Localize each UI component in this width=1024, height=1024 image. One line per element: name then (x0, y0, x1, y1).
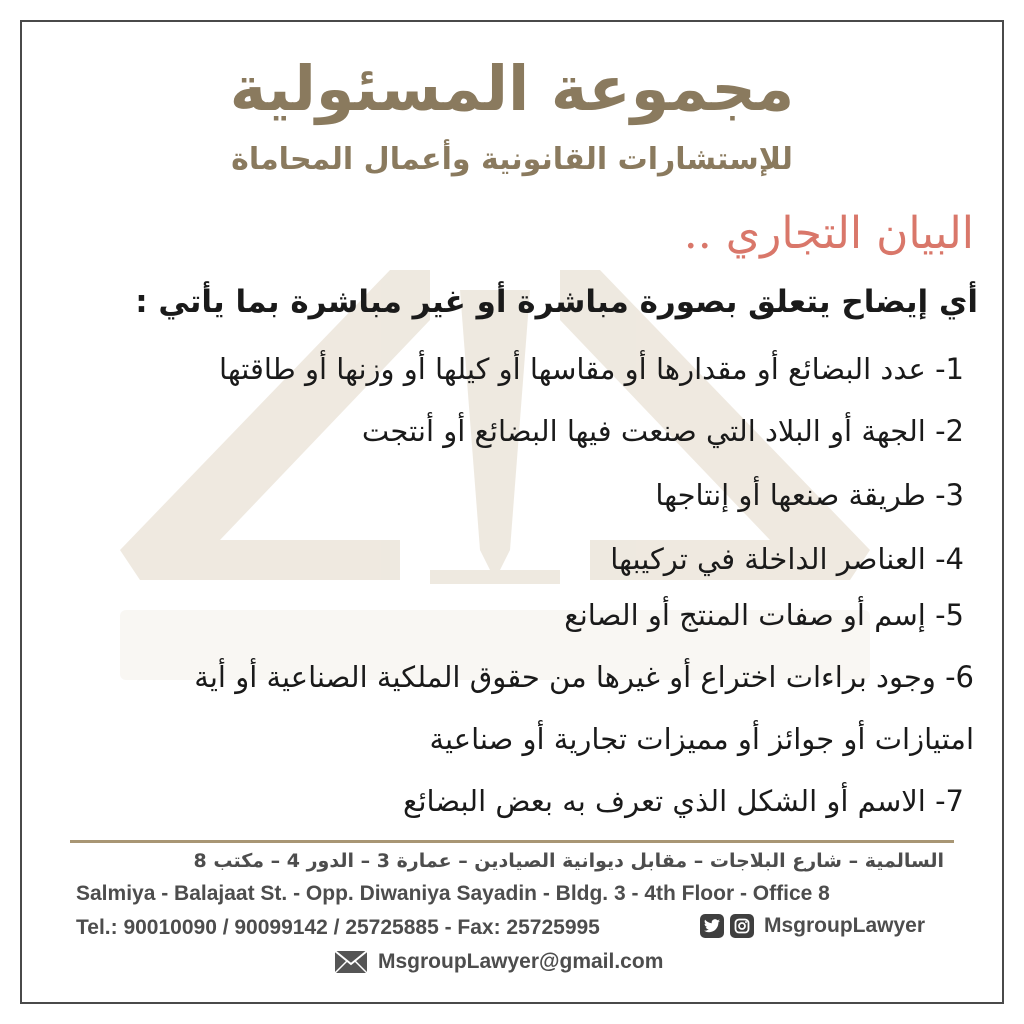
section-intro: أي إيضاح يتعلق بصورة مباشرة أو غير مباشرة بما يأتي : (135, 284, 978, 320)
footer-divider (70, 840, 954, 843)
list-item: 5- إسم أو صفات المنتج أو الصانع (564, 598, 964, 632)
address-arabic: السالمية – شارع البلاجات – مقابل ديوانية الصيادين – عمارة 3 – الدور 4 – مكتب 8 (193, 850, 944, 872)
address-english: Salmiya - Balajaat St. - Opp. Diwaniya Sayadin - Bldg. 3 - 4th Floor - Office 8 (76, 882, 830, 905)
list-item: 2- الجهة أو البلاد التي صنعت فيها البضائع أو أنتجت (361, 414, 964, 448)
list-item: 1- عدد البضائع أو مقدارها أو مقاسها أو كيلها أو وزنها أو طاقتها (219, 352, 964, 386)
brand-tagline: للإستشارات القانونية وأعمال المحاماة (231, 142, 793, 177)
section-title: البيان التجاري .. (683, 208, 974, 259)
list-item: 6- وجود براءات اختراع أو غيرها من حقوق الملكية الصناعية أو أية (194, 660, 974, 694)
twitter-icon[interactable] (700, 914, 724, 938)
phone-fax: Tel.: 90010090 / 90099142 / 25725885 - Fax: 25725995 (76, 916, 600, 939)
brand-name: مجموعة المسئولية (229, 52, 795, 125)
list-item: 3- طريقة صنعها أو إنتاجها (655, 478, 964, 512)
instagram-icon[interactable] (730, 914, 754, 938)
list-item: 7- الاسم أو الشكل الذي تعرف به بعض البضائع (403, 784, 964, 818)
mail-icon (334, 950, 368, 974)
list-item: امتيازات أو جوائز أو مميزات تجارية أو صناعية (429, 722, 974, 756)
list-item: 4- العناصر الداخلة في تركيبها (610, 542, 964, 576)
email-row (334, 950, 663, 974)
social-handle[interactable]: MsgroupLawyer (764, 914, 926, 937)
email-address[interactable]: MsgroupLawyer@gmail.com (378, 950, 664, 973)
social-links (700, 914, 925, 938)
